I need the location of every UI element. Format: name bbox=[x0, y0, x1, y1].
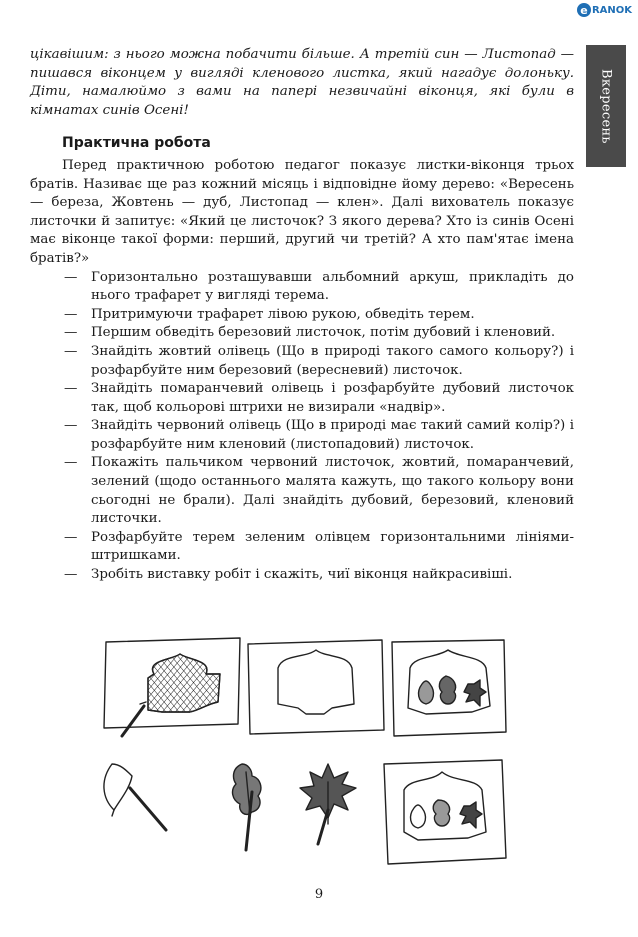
sheet-with-hatched-stencil bbox=[104, 638, 240, 736]
list-item bbox=[30, 269, 574, 306]
list-dash: — bbox=[64, 269, 78, 285]
step-text: Знайдіть жовтий олівець (Що в природі такого самого кольору?) і розфарбуйте ним березовий (вересневий) листочок. bbox=[91, 343, 574, 378]
step-text: Покажіть пальчиком червоний листочок, жовтий, помаранчевий, зелений (щодо останнього малята кажуть, що такого кольору вони сьогодні не брали). Далі знайдіть дубовий, березовий, кленовий листочки. bbox=[91, 455, 574, 527]
oak-leaf-pencil bbox=[233, 764, 261, 850]
step-text: Знайдіть червоний олівець (Що в природі має такий самий колір?) і розфарбуйте ним кленовий (листопадовий) листочок. bbox=[91, 418, 574, 452]
sheet-with-leaves-in-terem bbox=[392, 640, 506, 736]
step-text: Знайдіть помаранчевий олівець і розфарбуйте дубовий листочок так, щоб кольорові штрихи не визирали «надвір». bbox=[91, 381, 574, 415]
list-dash: — bbox=[64, 381, 78, 397]
list-item bbox=[30, 380, 574, 417]
body-paragraph: Перед практичною роботою педагог показує листки-віконця трьох братів. Називає ще раз кожний місяць і відповідне йому дерево: «Вересень — береза, Жовтень — дуб, Листопад — клен». Далі вихователь показує листочки й запитує: «Який це листочок? З якого дерева? Хто із синів Осені має віконце такої форми: перший, другий чи третій? А хто пам'ятає імена братів?» bbox=[30, 157, 574, 266]
list-item bbox=[30, 343, 574, 380]
step-text: Першим обведіть березовий листочок, потім дубовий і кленовий. bbox=[91, 325, 556, 341]
step-text: Притримуючи трафарет лівою рукою, обведіть терем. bbox=[91, 306, 475, 322]
list-dash: — bbox=[64, 306, 78, 322]
step-text: Розфарбуйте терем зеленим олівцем горизонтальними лініями-штришками. bbox=[91, 529, 574, 564]
list-item bbox=[30, 417, 574, 454]
step-text: Зробіть виставку робіт і скажіть, чиї віконця найкрасивіші. bbox=[91, 567, 513, 583]
section-title: Практична робота bbox=[62, 135, 211, 152]
finished-terem-sheet bbox=[384, 760, 506, 864]
sheet-with-terem-outline bbox=[248, 640, 384, 734]
list-item bbox=[30, 306, 574, 325]
list-dash: — bbox=[64, 529, 78, 545]
list-dash: — bbox=[64, 418, 78, 434]
list-item bbox=[30, 324, 574, 343]
maple-leaf-pencil bbox=[300, 764, 356, 844]
list-dash: — bbox=[64, 325, 78, 341]
list-item bbox=[30, 454, 574, 528]
page-content bbox=[30, 46, 574, 585]
list-item bbox=[30, 529, 574, 566]
step-text: Горизонтально розташувавши альбомний аркуш, прикладіть до нього трафарет у вигляді терема. bbox=[91, 269, 574, 304]
intro-text: цікавішим: з нього можна побачити більше. А третій син — Листопад — пишався віконцем у вигляді кленового листка, який нагадує долоньку. Діти, намалюймо з вами на папері незвичайні віконця, які були в кімнатах синів Осені! bbox=[30, 47, 574, 118]
steps-list bbox=[30, 269, 574, 585]
chapter-side-tab bbox=[586, 45, 626, 167]
page-number: 9 bbox=[314, 887, 324, 902]
list-dash: — bbox=[64, 567, 78, 583]
logo-text: RANOK bbox=[591, 4, 632, 16]
list-dash: — bbox=[64, 455, 78, 471]
chapter-tab-label: Вкересень bbox=[598, 68, 614, 144]
list-dash: — bbox=[64, 343, 78, 359]
birch-leaf-pencil bbox=[104, 764, 166, 830]
publisher-logo bbox=[577, 2, 632, 18]
list-item bbox=[30, 566, 574, 585]
craft-illustration bbox=[92, 632, 512, 868]
logo-letter: e bbox=[577, 3, 591, 17]
